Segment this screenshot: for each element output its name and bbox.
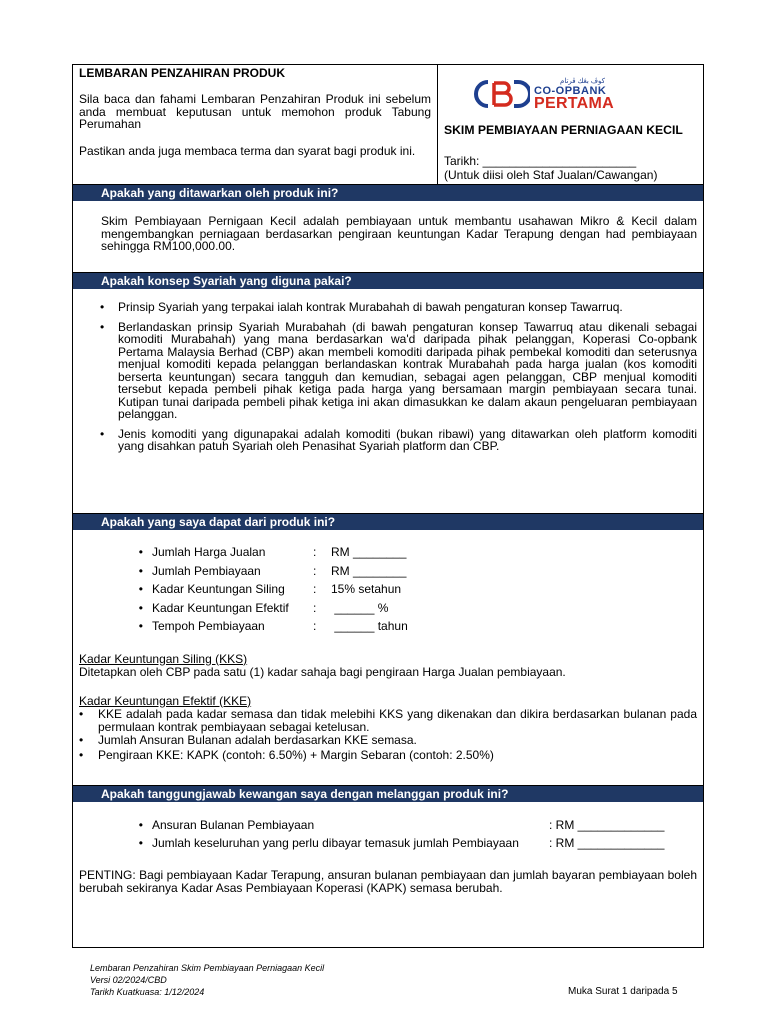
logo-pertama-text: PERTAMA bbox=[534, 95, 615, 112]
obligation-value[interactable]: : RM _____________ bbox=[549, 818, 665, 832]
intro-text: Sila baca dan fahami Lembaran Penzahiran Produk ini sebelum anda membuat keputusan untuk memohon produk Tabung Perumahan bbox=[79, 92, 431, 131]
scheme-title: SKIM PEMBIAYAAN PERNIAGAAN KECIL bbox=[444, 123, 683, 137]
obligation-row bbox=[79, 816, 697, 834]
important-note: PENTING: Bagi pembiayaan Kadar Terapung, ansuran bulanan pembiayaan dan jumlah bayaran pembiayaan boleh berubah sekiranya Kadar Asas Pembiayaan Koperasi (KAPK) semasa berubah. bbox=[79, 868, 697, 895]
benefit-label: Jumlah Pembiayaan bbox=[152, 563, 261, 578]
benefit-label: Tempoh Pembiayaan bbox=[152, 619, 265, 633]
page-number: Muka Surat 1 daripada 5 bbox=[568, 986, 678, 997]
obligation-value[interactable]: : RM _____________ bbox=[549, 836, 665, 850]
section-offer-body bbox=[73, 201, 703, 273]
kke-list bbox=[79, 708, 697, 763]
benefit-row bbox=[79, 580, 697, 599]
cbp-logo bbox=[474, 75, 634, 111]
shariah-bullet-3: • Jenis komoditi yang digunapakai adalah komoditi (bukan ribawi) yang ditawarkan oleh platform komoditi yang disahkan patuh Syariah oleh Penasihat Syariah platform dan CBP. bbox=[79, 428, 697, 453]
benefit-value[interactable]: ______ tahun bbox=[331, 619, 408, 633]
header-right bbox=[438, 65, 703, 184]
cbp-logo-icon bbox=[474, 79, 530, 109]
kke-title: Kadar Keuntungan Efektif (KKE) bbox=[79, 693, 252, 708]
bullet-dot: • bbox=[138, 619, 143, 633]
benefit-value[interactable]: RM ________ bbox=[331, 545, 407, 559]
section-obligation-body bbox=[73, 802, 703, 894]
benefit-row bbox=[79, 562, 697, 581]
obligation-row bbox=[79, 834, 697, 852]
benefit-label: Kadar Keuntungan Efektif bbox=[152, 600, 289, 615]
footer-effective-date: Tarikh Kuatkuasa: 1/12/2024 bbox=[90, 987, 205, 997]
header-left bbox=[73, 65, 438, 184]
logo-arabic-text: كوڤ بڠك ڤرتام bbox=[560, 78, 605, 85]
date-block bbox=[444, 154, 657, 182]
section-heading-offer: Apakah yang ditawarkan oleh produk ini? bbox=[73, 185, 703, 201]
benefit-row bbox=[79, 543, 697, 562]
kks-block bbox=[79, 653, 697, 680]
kks-title: Kadar Keuntungan Siling (KKS) bbox=[79, 651, 248, 666]
benefit-row bbox=[79, 617, 697, 636]
kke-bullet-2: • Jumlah Ansuran Bulanan adalah berdasarkan KKE semasa. bbox=[79, 733, 697, 748]
benefit-value[interactable]: ______ % bbox=[331, 600, 389, 615]
bullet-dot: • bbox=[138, 563, 143, 578]
benefit-row bbox=[79, 599, 697, 618]
bullet-dot: • bbox=[138, 818, 143, 832]
date-field[interactable]: Tarikh: _______________________ bbox=[444, 154, 637, 168]
kke-bullet-1: • KKE adalah pada kadar semasa dan tidak melebihi KKS yang dikenakan dan dikira berdasarkan bulanan pada permulaan kontrak pembiayaan sebagai ketelusan. bbox=[79, 708, 697, 733]
benefit-label: Jumlah Harga Jualan bbox=[152, 545, 266, 559]
section-heading-obligation: Apakah tanggungjawab kewangan saya dengan melanggan produk ini? bbox=[73, 786, 703, 802]
document-title: LEMBARAN PENZAHIRAN PRODUK bbox=[79, 66, 285, 80]
section-benefits-body bbox=[73, 530, 703, 786]
benefit-colon: : bbox=[313, 619, 317, 633]
benefits-list bbox=[79, 543, 697, 636]
benefit-value: 15% setahun bbox=[331, 582, 402, 596]
offer-text: Skim Pembiayaan Pernigaan Kecil adalah pembiayaan untuk membantu usahawan Mikro & Kecil dalam mengembangkan perniagaan berdasarkan pengiraan keuntungan Kadar Terapung dengan had pembiayaan sehingga RM100,000.00. bbox=[101, 214, 697, 253]
shariah-bullet-2: • Berlandaskan prinsip Syariah Murabahah (di bawah pengaturan konsep Tawarruq atau dikenali sebagai komoditi Murabahah) yang mana berdasarkan wa'd daripada pihak pelanggan, Koperasi Co-opbank Pertama Malaysia Berhad (CBP) akan membeli komoditi daripada pihak pembekal komoditi dan seterusnya menjual komoditi kepada pelanggan berlandaskan kontrak Murabahah pada harga jualan (kos komoditi berserta keuntungan) secara tangguh dan kemudian, sebagai agen pelanggan, CBP menjual komoditi tersebut kepada pembeli pihak ketiga pada harga yang bersamaan margin pembiayaan secara tunai. Kutipan tunai daripada pembeli pihak ketiga ini akan dimasukkan ke dalam akaun pengeluaran pembiayaan pelanggan. bbox=[79, 321, 697, 421]
benefit-colon: : bbox=[313, 600, 317, 615]
footer-doc-name: Lembaran Penzahiran Skim Pembiayaan Perniagaan Kecil bbox=[90, 963, 325, 973]
obligation-label: Ansuran Bulanan Pembiayaan bbox=[152, 818, 315, 832]
date-note: (Untuk diisi oleh Staf Jualan/Cawangan) bbox=[444, 168, 658, 182]
header-row bbox=[73, 65, 703, 185]
obligation-label: Jumlah keseluruhan yang perlu dibayar temasuk jumlah Pembiayaan bbox=[152, 836, 519, 850]
section-heading-benefits: Apakah yang saya dapat dari produk ini? bbox=[73, 514, 703, 530]
bullet-dot: • bbox=[138, 582, 143, 596]
kks-text: Ditetapkan oleh CBP pada satu (1) kadar sahaja bagi pengiraan Harga Jualan pembiayaan. bbox=[79, 665, 566, 679]
benefit-colon: : bbox=[313, 563, 317, 578]
bullet-dot: • bbox=[138, 545, 143, 559]
disclosure-sheet bbox=[72, 64, 704, 948]
section-shariah-body bbox=[73, 289, 703, 514]
benefit-colon: : bbox=[313, 582, 317, 596]
shariah-bullet-1: • Prinsip Syariah yang terpakai ialah kontrak Murabahah di bawah pengaturan konsep Tawarruq. bbox=[79, 301, 697, 314]
reminder-text: Pastikan anda juga membaca terma dan syarat bagi produk ini. bbox=[79, 143, 416, 158]
benefit-colon: : bbox=[313, 545, 317, 559]
benefit-value[interactable]: RM ________ bbox=[331, 563, 407, 578]
footer-version: Versi 02/2024/CBD bbox=[90, 975, 167, 985]
benefit-label: Kadar Keuntungan Siling bbox=[152, 582, 285, 596]
footer-info bbox=[90, 962, 324, 998]
kke-bullet-3: • Pengiraan KKE: KAPK (contoh: 6.50%) + Margin Sebaran (contoh: 2.50%) bbox=[79, 748, 697, 763]
kke-block bbox=[79, 695, 697, 764]
bullet-dot: • bbox=[138, 836, 143, 850]
bullet-dot: • bbox=[138, 600, 143, 615]
shariah-list bbox=[79, 301, 697, 453]
section-heading-shariah: Apakah konsep Syariah yang diguna pakai? bbox=[73, 273, 703, 289]
logo-coopbank-text: CO-OPBANK bbox=[534, 85, 607, 97]
